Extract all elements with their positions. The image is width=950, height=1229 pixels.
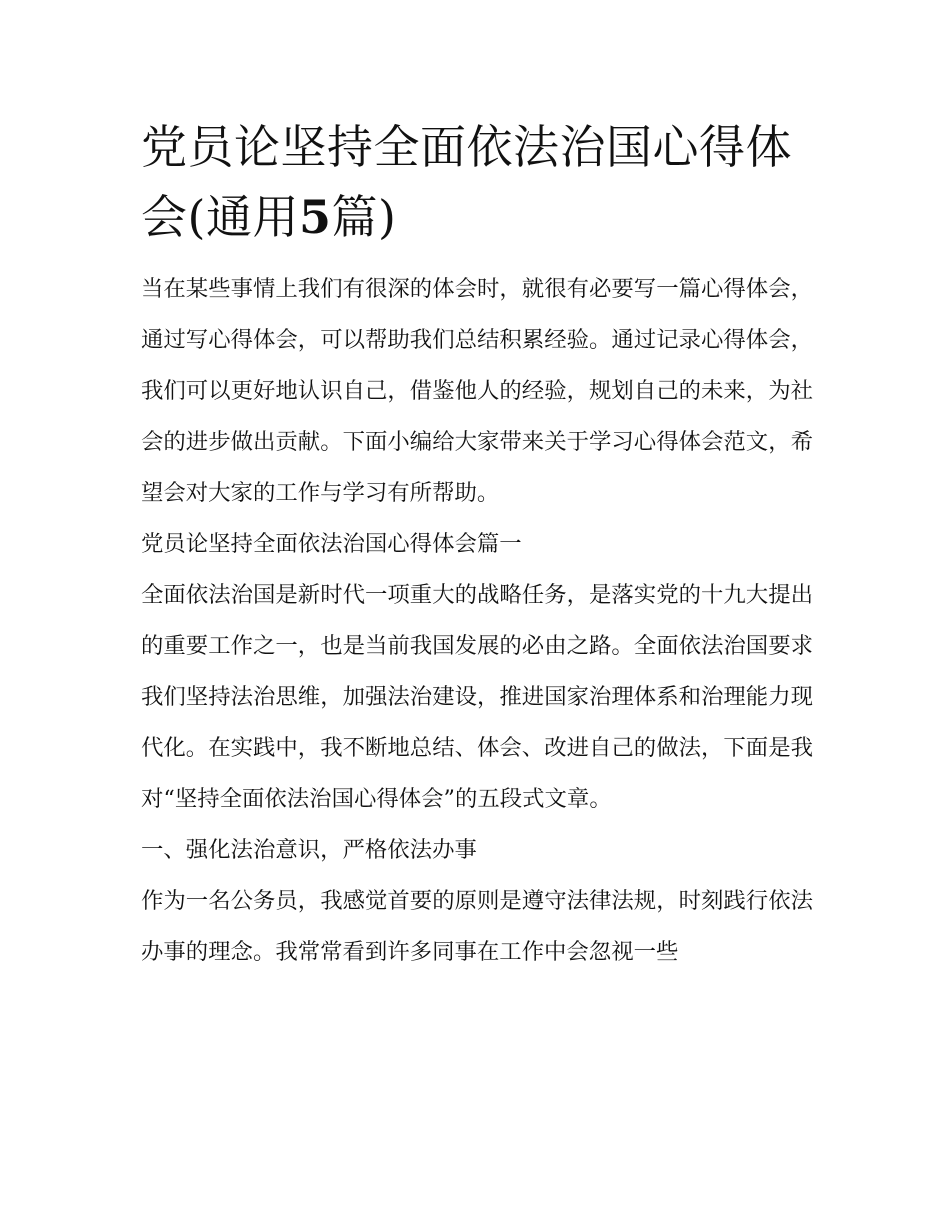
- section-heading-part-one: 党员论坚持全面依法治国心得体会篇一: [141, 531, 522, 557]
- title-text-1: 党员论坚持全面依法治国心得体会(通用: [141, 120, 792, 244]
- document-page: [141, 112, 813, 978]
- intro-paragraph: 当在某些事情上我们有很深的体会时，就很有必要写一篇心得体会，通过写心得体会，可以帮助我们总结积累经验。通过记录心得体会，我们可以更好地认识自己，借鉴他人的经验，规划自己的未来，为社会的进步做出贡献。下面小编给大家带来关于学习心得体会范文，希望会对大家的工作与学习有所帮助。: [141, 276, 813, 506]
- title-number: 5: [298, 190, 332, 244]
- document-title: [141, 112, 813, 252]
- subheading-one: 一、强化法治意识，严格依法办事: [141, 837, 477, 863]
- title-text-2: 篇): [331, 190, 397, 244]
- body-paragraph-continued: 作为一名公务员，我感觉首要的原则是遵守法律法规，时刻践行依法办事的理念。我常常看到许多同事在工作中会忽视一些: [141, 888, 813, 965]
- body-paragraph: 全面依法治国是新时代一项重大的战略任务，是落实党的十九大提出的重要工作之一，也是当前我国发展的必由之路。全面依法治国要求我们坚持法治思维，加强法治建设，推进国家治理体系和治理能力现代化。在实践中，我不断地总结、体会、改进自己的做法，下面是我对“坚持全面依法治国心得体会”的五段式文章。: [141, 582, 813, 812]
